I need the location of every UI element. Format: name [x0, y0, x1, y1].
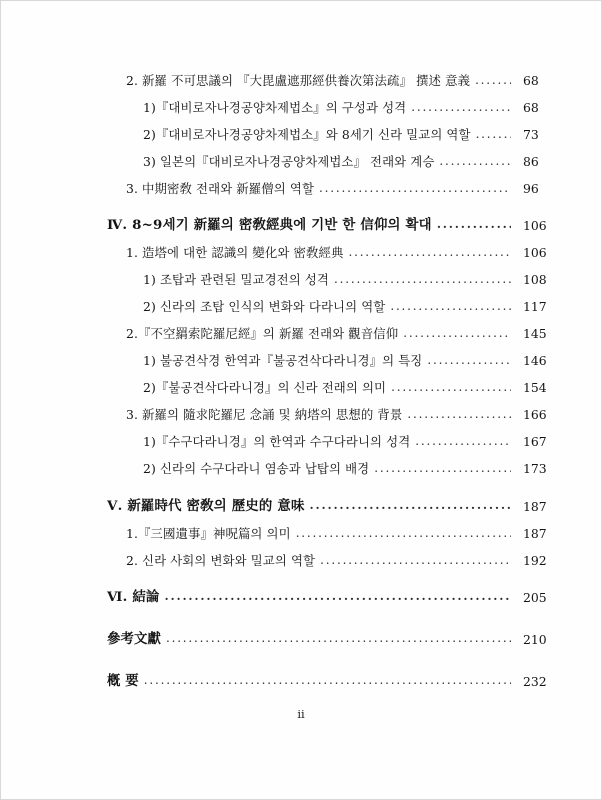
toc-leader-dots [415, 436, 511, 452]
toc-entry[interactable] [1, 121, 602, 148]
toc-entry-page-number: 117 [523, 299, 547, 314]
toc-entry[interactable] [1, 94, 602, 121]
toc-entry-page-number: 108 [523, 272, 547, 287]
toc-entry[interactable] [1, 293, 602, 320]
toc-entry-page-number: 68 [523, 73, 539, 88]
toc-entry[interactable] [1, 67, 602, 94]
toc-entry[interactable] [1, 347, 602, 374]
toc-leader-dots [320, 555, 511, 571]
toc-leader-dots [407, 409, 511, 425]
toc-entry[interactable] [1, 320, 602, 347]
toc-entry[interactable] [1, 239, 602, 266]
toc-entry-label: 2. 신라 사회의 변화와 밀교의 역할 [126, 553, 316, 568]
toc-leader-dots [411, 102, 511, 118]
toc-leader-dots [374, 463, 511, 479]
toc-entry[interactable] [1, 428, 602, 455]
toc-entry-label: 1. 造塔에 대한 認識의 變化와 密敎經典 [126, 245, 344, 260]
toc-leader-dots [319, 183, 511, 199]
toc-entry[interactable] [1, 374, 602, 401]
toc-entry-page-number: 146 [523, 353, 547, 368]
toc-entry-label: 1)『수구다라니경』의 한역과 수구다라니의 성격 [143, 434, 411, 449]
toc-entry-label: 3. 新羅의 隨求陀羅尼 念誦 및 納塔의 思想的 背景 [126, 407, 403, 422]
toc-entry-page-number: 166 [523, 407, 547, 422]
toc-entry-page-number: 187 [523, 499, 547, 514]
toc-entry[interactable] [1, 175, 602, 202]
toc-leader-dots [391, 382, 511, 398]
toc-leader-dots [476, 129, 511, 145]
toc-entry[interactable] [1, 493, 602, 520]
toc-entry-page-number: 86 [523, 154, 539, 169]
toc-entry-page-number: 73 [523, 127, 539, 142]
toc-entry-page-number: 173 [523, 461, 547, 476]
toc-leader-dots [390, 301, 511, 317]
toc-entry[interactable] [1, 584, 602, 611]
toc-entry-label: 參考文獻 [107, 631, 161, 647]
toc-entry-page-number: 68 [523, 100, 539, 115]
toc-entry-label: 1.『三國遺事』神呪篇의 의미 [126, 526, 291, 541]
toc-entry-label: Ⅴ. 新羅時代 密敎의 歷史的 意味 [107, 498, 305, 514]
toc-entry-label: 2)『대비로자나경공양차제법소』와 8세기 신라 밀교의 역할 [143, 127, 471, 142]
toc-leader-dots [296, 528, 511, 544]
toc-entry-page-number: 232 [523, 674, 547, 689]
page-number-footer: ii [297, 707, 305, 721]
toc-entry-page-number: 205 [523, 590, 547, 605]
toc-leader-dots [427, 355, 511, 371]
toc-entry[interactable] [1, 401, 602, 428]
toc-leader-dots [334, 274, 511, 290]
toc-entry-label: 1) 조탑과 관련된 밀교경전의 성격 [143, 272, 329, 287]
toc-entry-label: 2)『불공견삭다라니경』의 신라 전래의 의미 [143, 380, 387, 395]
toc-entry-label: 1)『대비로자나경공양차제법소』의 구성과 성격 [143, 100, 407, 115]
toc-entry-label: 2. 新羅 不可思議의 『大毘盧遮那經供養次第法疏』 撰述 意義 [126, 73, 471, 88]
toc-leader-dots [475, 75, 511, 91]
toc-entry-label: 3) 일본의『대비로자나경공양차제법소』 전래와 계승 [143, 154, 435, 169]
toc-entry-label: 2.『不空羂索陀羅尼經』의 新羅 전래와 觀音信仰 [126, 326, 399, 341]
toc-entry[interactable] [1, 455, 602, 482]
toc-entry-page-number: 210 [523, 632, 547, 647]
toc-entry-label: 2) 신라의 조탑 인식의 변화와 다라니의 역할 [143, 299, 386, 314]
toc-leader-dots [310, 500, 511, 516]
toc-leader-dots [166, 633, 511, 649]
toc-leader-dots [403, 328, 511, 344]
toc-entry-page-number: 187 [523, 526, 547, 541]
toc-entry-label: 3. 中期密敎 전래와 新羅僧의 역할 [126, 181, 315, 196]
toc-entry-label: 1) 불공견삭경 한역과『불공견삭다라니경』의 특징 [143, 353, 423, 368]
toc-leader-dots [144, 675, 511, 691]
toc-leader-dots [348, 247, 511, 263]
toc-entry-page-number: 106 [523, 218, 547, 233]
toc-entry-label: 槪 要 [107, 673, 139, 689]
toc-entry-page-number: 154 [523, 380, 547, 395]
toc-entry-page-number: 192 [523, 553, 547, 568]
toc-entry[interactable] [1, 547, 602, 574]
toc-entry-page-number: 145 [523, 326, 547, 341]
toc-leader-dots [165, 591, 511, 607]
toc-entry-page-number: 106 [523, 245, 547, 260]
toc-entry-label: Ⅵ. 結論 [107, 589, 160, 605]
toc-leader-dots [439, 156, 511, 172]
toc-leader-dots [437, 219, 511, 235]
toc-entry[interactable] [1, 668, 602, 695]
toc-entry[interactable] [1, 148, 602, 175]
toc-entry-page-number: 96 [523, 181, 539, 196]
toc-entry-label: 2) 신라의 수구다라니 염송과 납탑의 배경 [143, 461, 370, 476]
toc-entry[interactable] [1, 212, 602, 239]
toc-entry[interactable] [1, 266, 602, 293]
toc-entry-page-number: 167 [523, 434, 547, 449]
toc-entry[interactable] [1, 520, 602, 547]
toc-entry-label: Ⅳ. 8~9세기 新羅의 密敎經典에 기반 한 信仰의 확대 [107, 217, 432, 233]
toc-entry[interactable] [1, 626, 602, 653]
